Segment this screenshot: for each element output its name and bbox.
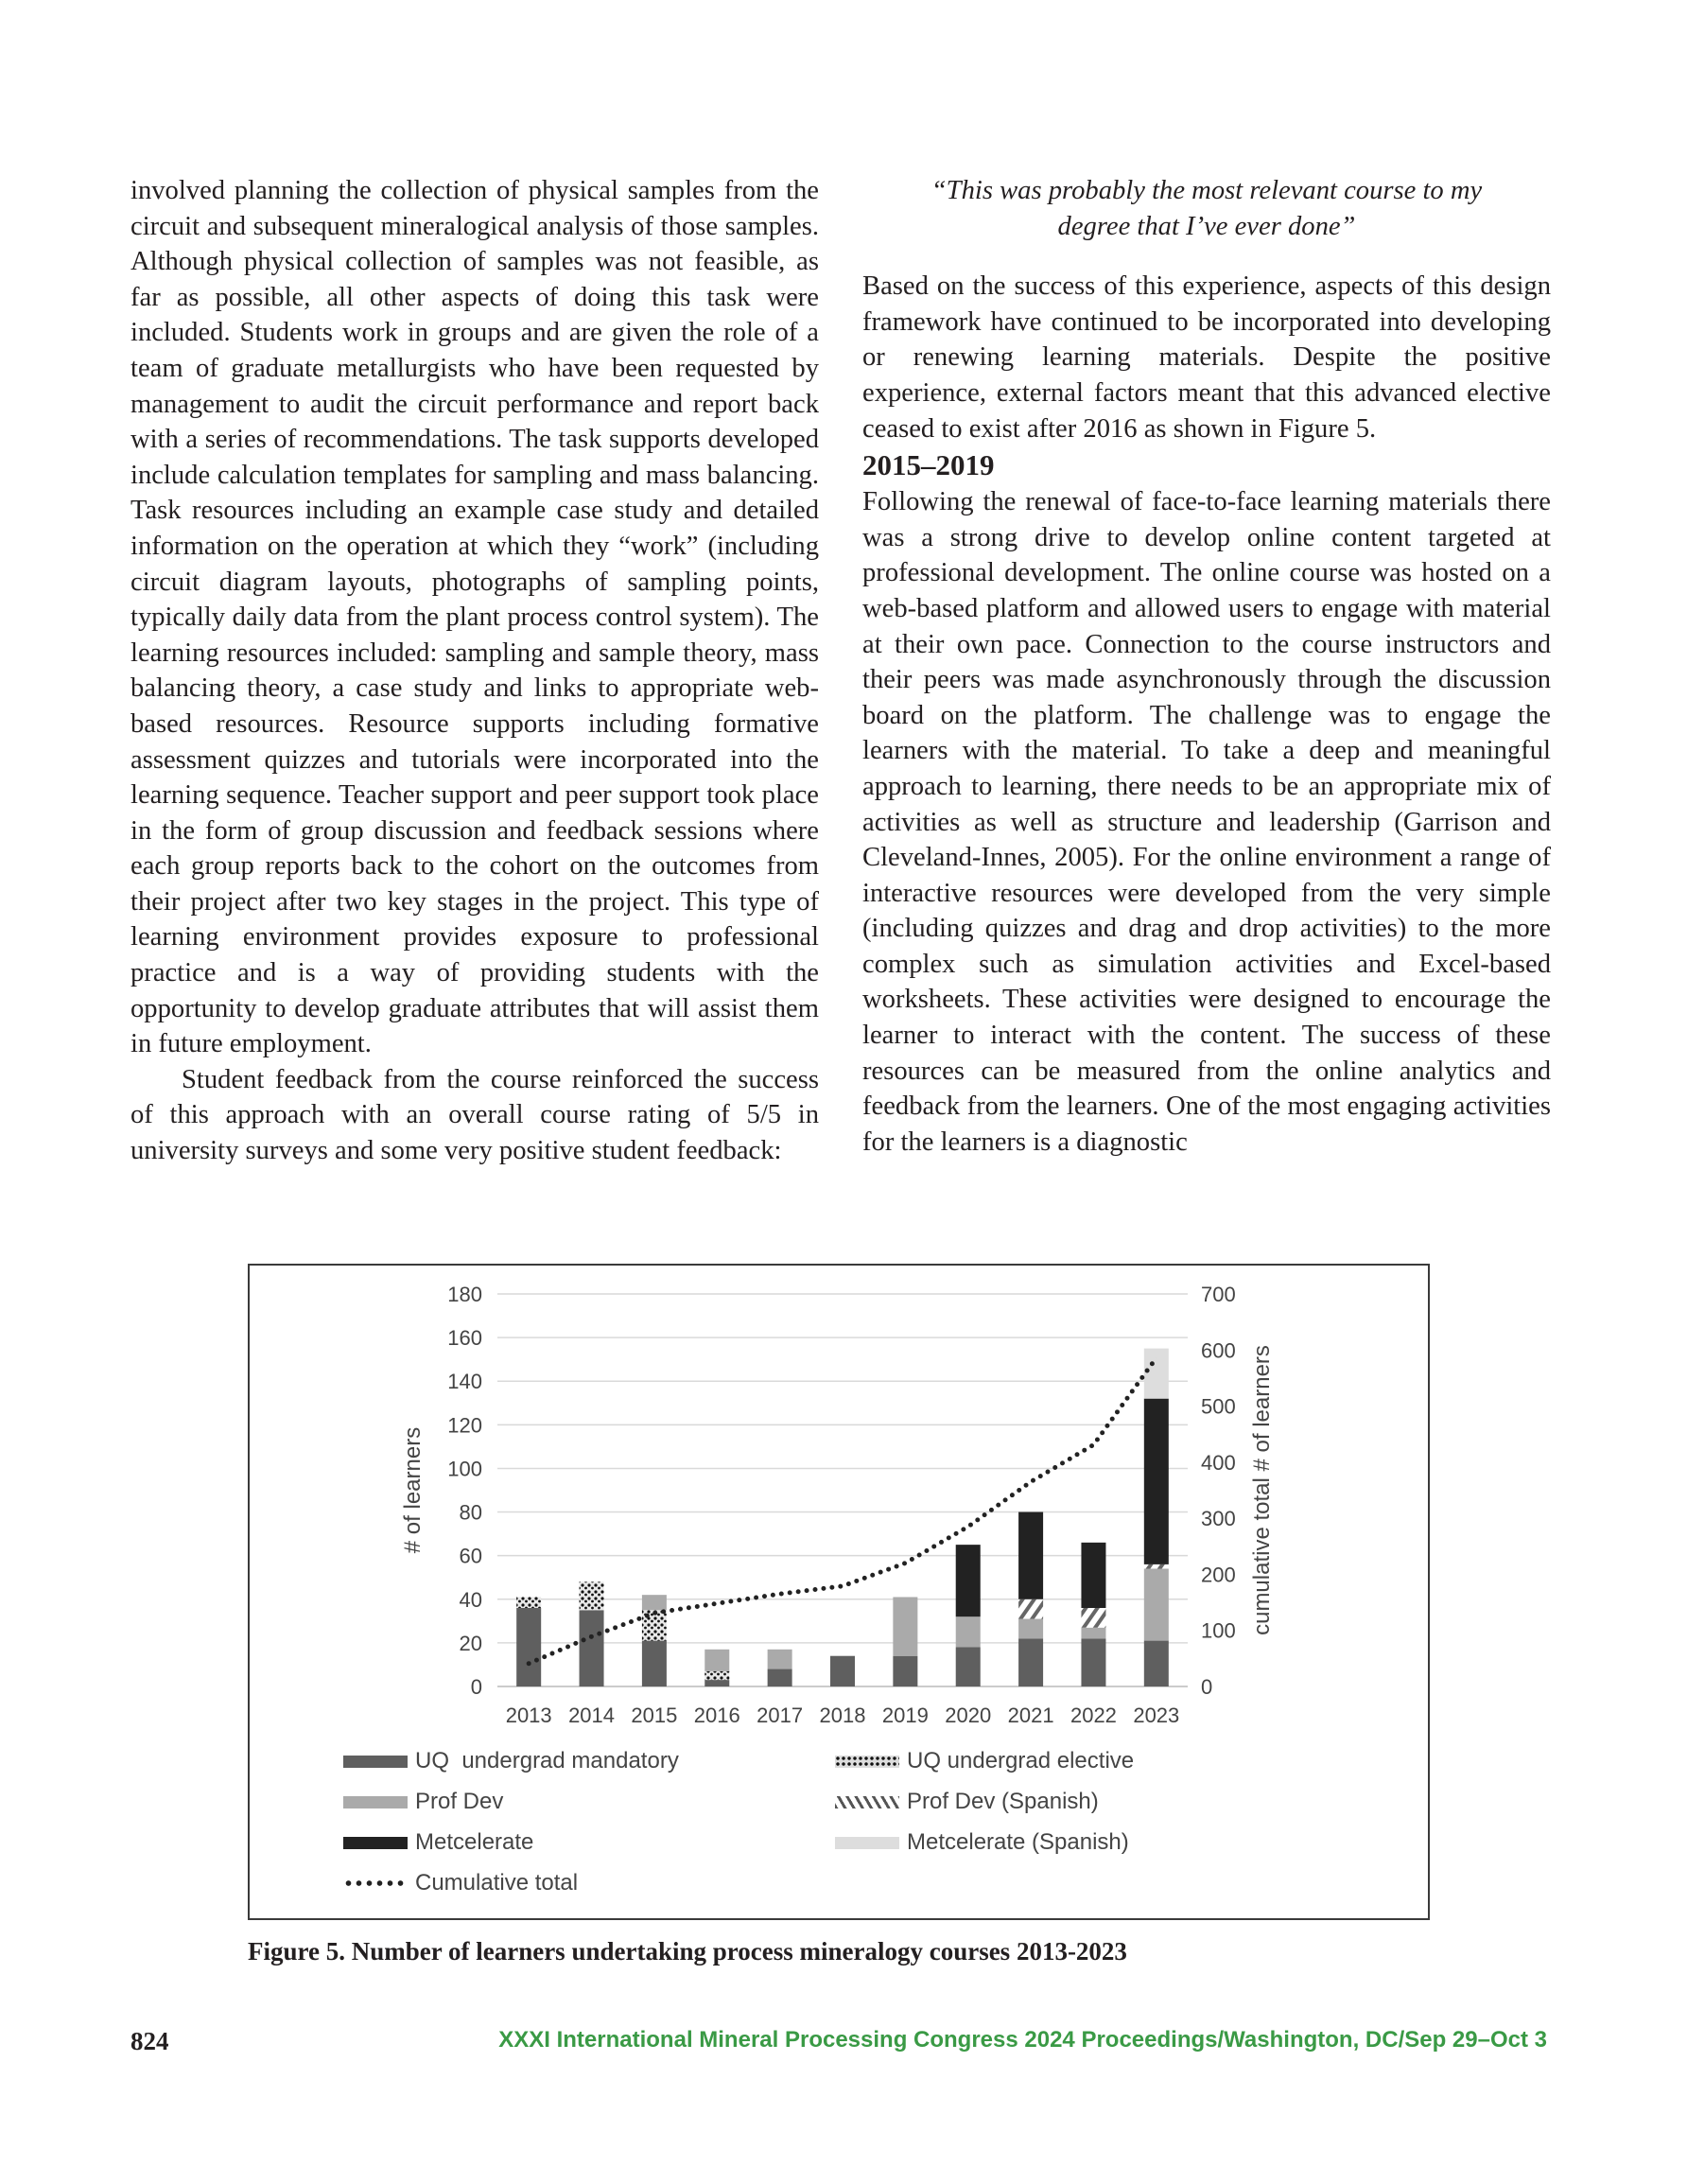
bar-segment (1144, 1569, 1169, 1641)
bar-segment (580, 1610, 604, 1686)
bar-segment (1081, 1608, 1105, 1628)
bar-segment (893, 1597, 917, 1655)
bar-segment (1144, 1349, 1169, 1399)
legend-item (835, 1789, 1099, 1815)
x-tick-label: 2013 (505, 1704, 552, 1727)
bar-segment (768, 1650, 792, 1669)
y-left-tick-label: 40 (459, 1587, 482, 1612)
y-left-axis-label: # of learners (400, 1426, 426, 1554)
y-left-tick-label: 0 (470, 1675, 482, 1699)
x-tick-label: 2017 (757, 1704, 804, 1727)
x-tick-label: 2015 (631, 1704, 678, 1727)
legend-swatch (343, 1837, 408, 1849)
bar-segment (642, 1641, 667, 1686)
right-text-column (862, 173, 1551, 1160)
legend-label: UQ undergrad mandatory (415, 1748, 679, 1773)
bar-segment (956, 1648, 981, 1687)
legend-item (835, 1748, 1134, 1774)
body-paragraph: involved planning the collection of physical samples from the circuit and subsequent mineralogical analysis of those samples. Although physical collection of samples was not feasible, as far as possible, all other aspects of doing this task were included. Students work in groups and are given the role of a team of graduate metallurgists who have been requested by management to audit the circuit performance and report back with a series of recommendations. The task supports developed include calculation templates for sampling and mass balancing. Task resources including an example case study and detailed information on the operation at which they “work” (including circuit diagram layouts, photographs of sampling points, typically daily data from the plant process control system). The learning resources included: sampling and sample theory, mass balancing theory, a case study and links to appropriate webbased resources. Resource supports including formative assessment quizzes and tutorials were incorporated into the learning sequence. Teacher support and peer support took place in the form of group discussion and feedback sessions where each group reports back to the cohort on the outcomes from their project after two key stages in the project. This type of learning environment provides exposure to professional practice and is a way of providing students with the opportunity to develop graduate attributes that will assist them in future employment. (130, 176, 819, 1059)
x-tick-label: 2020 (945, 1704, 992, 1727)
y-left-tick-label: 100 (447, 1457, 482, 1481)
y-right-tick-label: 700 (1201, 1283, 1236, 1306)
x-tick-label: 2019 (881, 1704, 929, 1727)
bar-segment (1018, 1619, 1043, 1639)
bar-segment (1018, 1599, 1043, 1619)
bar-segment (642, 1595, 667, 1610)
bar-segment (1081, 1628, 1105, 1639)
section-heading: 2015–2019 (862, 448, 995, 482)
legend-swatch (343, 1880, 408, 1886)
legend-swatch (343, 1756, 408, 1768)
y-right-tick-label: 500 (1201, 1394, 1236, 1419)
y-left-tick-label: 140 (447, 1370, 482, 1394)
y-right-tick-label: 200 (1201, 1563, 1236, 1587)
x-tick-label: 2023 (1133, 1704, 1180, 1727)
page-number: 824 (130, 2027, 169, 2055)
y-right-tick-label: 600 (1201, 1338, 1236, 1363)
bar-segment (1144, 1564, 1169, 1569)
legend-item (835, 1829, 1129, 1856)
bar-segment (704, 1671, 729, 1680)
figure-frame (248, 1264, 1430, 1920)
bar-segment (1018, 1638, 1043, 1686)
bar-segment (956, 1616, 981, 1647)
left-text-column (130, 173, 819, 1169)
figure-caption: Figure 5. Number of learners undertaking process mineralogy courses 2013-2023 (248, 1937, 1127, 1966)
cumulative-line (529, 1358, 1157, 1664)
legend-swatch (835, 1796, 899, 1808)
learners-chart (250, 1266, 1432, 1922)
legend-item (343, 1789, 503, 1815)
y-right-tick-label: 300 (1201, 1507, 1236, 1531)
legend-label: UQ undergrad elective (907, 1748, 1135, 1773)
bar-segment (1144, 1399, 1169, 1564)
bar-segment (1018, 1512, 1043, 1599)
y-right-tick-label: 400 (1201, 1450, 1236, 1475)
student-quote: “This was probably the most relevant course to my degree that I’ve ever done” (930, 176, 1483, 241)
bar-segment (1081, 1543, 1105, 1608)
body-paragraph: Based on the success of this experience, aspects of this design framework have continued to be incorporated into developing or renewing learning materials. Despite the positive experience, external factors meant that this advanced elective ceased to exist after 2016 as shown in Figure 5. (862, 271, 1551, 444)
body-paragraph: Student feedback from the course reinforced the success of this approach with an overall course rating of 5/5 in university surveys and some very positive student feedback: (130, 1064, 819, 1166)
legend-item (343, 1829, 533, 1856)
bar-segment (704, 1680, 729, 1686)
bar-segment (893, 1656, 917, 1686)
y-right-tick-label: 100 (1201, 1618, 1236, 1643)
x-tick-label: 2018 (819, 1704, 866, 1727)
legend-label: Metcelerate (Spanish) (907, 1829, 1129, 1855)
bar-segment (580, 1581, 604, 1610)
legend-label: Cumulative total (415, 1870, 579, 1896)
y-left-tick-label: 180 (447, 1283, 482, 1306)
legend-swatch (835, 1756, 899, 1768)
bar-segment (1081, 1638, 1105, 1686)
y-left-tick-label: 20 (459, 1631, 482, 1655)
bar-segment (516, 1608, 541, 1686)
x-tick-label: 2022 (1070, 1704, 1117, 1727)
bar-segment (516, 1597, 541, 1608)
bar-segment (1144, 1641, 1169, 1686)
body-paragraph: Following the renewal of face-to-face learning materials there was a strong drive to develop online content targeted at professional development. The online course was hosted on a web-based platform and allowed users to engage with material at their own pace. Connection to the course instructors and their peers was made asynchronously through the discussion board on the platform. The challenge was to engage the learners with the material. To take a deep and meaningful approach to learning, there needs to be an appropriate mix of activities as well as structure and leadership (Garrison and Cleveland-Innes, 2005). For the online environment a range of interactive resources were developed from the very simple (including quizzes and drag and drop activities) to the more complex such as simulation activities and Excel-based worksheets. These activities were designed to encourage the learner to interact with the content. The success of these resources can be measured from the online analytics and feedback from the learners. One of the most engaging activities for the learners is a diagnostic (862, 487, 1551, 1157)
y-left-tick-label: 160 (447, 1326, 482, 1351)
legend-swatch (343, 1796, 408, 1808)
y-right-axis-label: cumulative total # of learners (1249, 1345, 1275, 1635)
y-right-tick-label: 0 (1201, 1675, 1213, 1699)
running-footer: XXXI International Mineral Processing Congress 2024 Proceedings/Washington, DC/Sep 29–Oct 3 (498, 2027, 1547, 2053)
bar-segment (956, 1545, 981, 1616)
legend-item (343, 1748, 679, 1774)
x-tick-label: 2016 (693, 1704, 740, 1727)
legend-label: Prof Dev (415, 1789, 504, 1814)
y-left-tick-label: 60 (459, 1544, 482, 1568)
y-left-tick-label: 120 (447, 1413, 482, 1438)
y-left-tick-label: 80 (459, 1500, 482, 1525)
bar-segment (768, 1669, 792, 1686)
x-tick-label: 2014 (568, 1704, 616, 1727)
x-tick-label: 2021 (1007, 1704, 1054, 1727)
legend-swatch (835, 1837, 899, 1849)
legend-item (343, 1870, 578, 1896)
bar-segment (830, 1656, 855, 1686)
legend-label: Metcelerate (415, 1829, 534, 1855)
legend-label: Prof Dev (Spanish) (907, 1789, 1099, 1814)
bar-segment (704, 1650, 729, 1671)
